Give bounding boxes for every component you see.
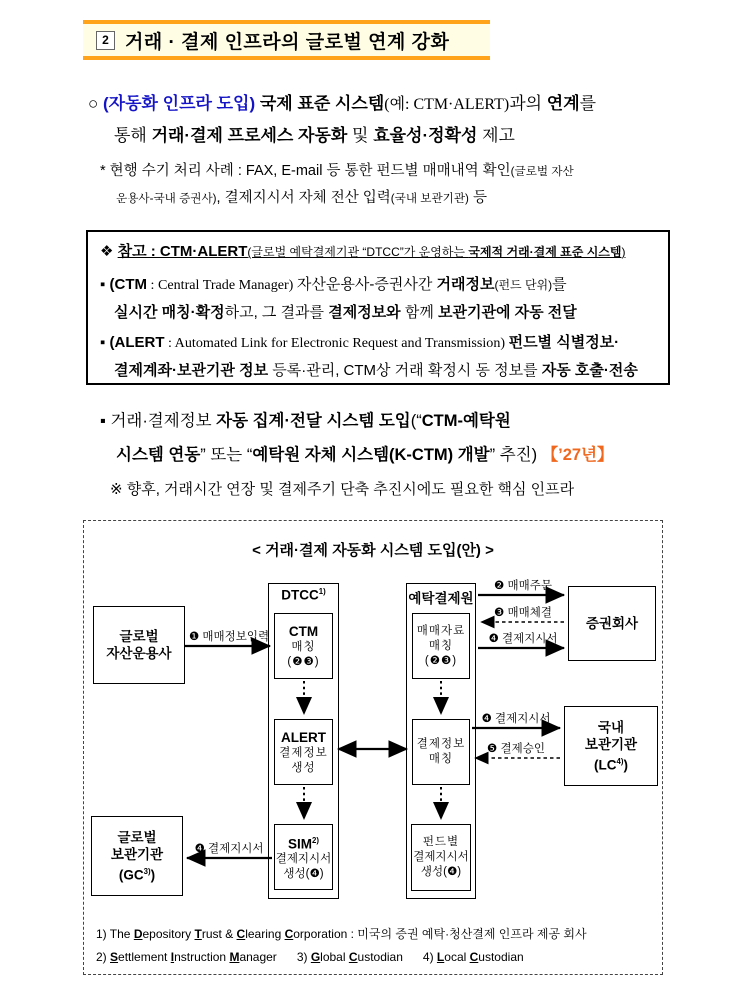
- reference-line: ▪ (CTM : Central Trade Manager) 자산운용사-증권사간 거래정보(펀드 단위)를: [100, 276, 567, 293]
- node-settlement-info-matching: [412, 719, 470, 785]
- reference-line: 실시간 매칭·확정하고, 그 결과를 결제정보와 함께 보관기관에 자동 전달: [114, 304, 577, 321]
- node-securities-company: [568, 586, 656, 661]
- diagram-footnote-2: 2) Settlement Instruction Manager 3) Global Custodian 4) Local Custodian: [96, 950, 524, 964]
- node-line: 생성: [291, 761, 316, 774]
- paragraph-line: ○ (자동화 인프라 도입) 국제 표준 시스템(예: CTM·ALERT)과의 연계를: [88, 94, 597, 113]
- node-line: 생성(❹): [420, 866, 462, 878]
- arrow-label-settle-appr: ❺ 결제승인: [487, 743, 545, 755]
- arrow-label-settle-inst1: ❹ 결제지시서: [488, 633, 558, 645]
- gc-label: (GC: [118, 867, 144, 883]
- node-global-custodian: [91, 816, 183, 896]
- sim-label: SIM: [288, 836, 313, 852]
- node-title: CTM: [288, 623, 319, 639]
- footnote-line: 운용사-국내 증권사), 결제지시서 자체 전산 입력(국내 보관기관) 등: [116, 190, 487, 206]
- node-line: 글로벌: [117, 829, 157, 845]
- node-local-custodian: [564, 706, 658, 786]
- node-line: 매칭: [291, 640, 316, 653]
- reference-box-title: ❖ 참고 : CTM·ALERT(글로벌 예탁결제기관 “DTCC”가 운영하는 국제적 거래·결제 표준 시스템): [100, 243, 626, 260]
- node-line: 보관기관: [110, 846, 164, 862]
- node-line: 매칭: [428, 753, 454, 765]
- reference-bullet-alert: [100, 329, 656, 384]
- node-line: 매칭: [428, 639, 454, 652]
- arrow-label-settle-inst2: ❹ 결제지시서: [481, 713, 551, 725]
- diagram-footnotes: [96, 923, 658, 969]
- node-line: 펀드별: [422, 836, 460, 848]
- node-line: 결제지시서: [413, 851, 469, 863]
- node-global-asset-manager: [93, 606, 185, 684]
- lc-label-close: ): [623, 757, 628, 773]
- reference-line: ▪ (ALERT : Automated Link for Electronic Request and Transmission) 펀드별 식별정보·: [100, 334, 620, 351]
- node-ctm: [274, 613, 333, 679]
- section-title: 거래 · 결제 인프라의 글로벌 연계 강화: [125, 31, 450, 53]
- paragraph-line: 통해 거래·결제 프로세스 자동화 및 효율성·정확성 제고: [114, 126, 515, 145]
- node-title: 증권회사: [585, 616, 639, 631]
- gc-label-close: ): [150, 867, 156, 883]
- arrow-label-trade-exec: ❸ 매매체결: [494, 607, 552, 619]
- node-line: 매매자료: [416, 624, 466, 637]
- node-line: 자산운용사: [106, 646, 172, 661]
- note-future-infra: ※ 향후, 거래시간 연장 및 결제주기 단축 추진시에도 필요한 핵심 인프라: [110, 481, 575, 498]
- node-trade-data-matching: [412, 613, 470, 679]
- node-line: 결제정보: [279, 746, 328, 759]
- reference-box-ctm-alert: [86, 230, 670, 385]
- node-line: 결제정보: [416, 738, 466, 750]
- group-label-ksd: 예탁결제원: [408, 591, 474, 606]
- dtcc-footnote-ref: 1): [318, 587, 326, 596]
- footnote-manual-process: [100, 158, 700, 212]
- node-alert: [274, 719, 333, 785]
- reference-bullet-ctm: [100, 271, 656, 326]
- paragraph-automation-infra: [88, 88, 698, 151]
- arrow-label-trade-input: ❶ 매매정보입력: [188, 631, 270, 643]
- diagram-automation-system: [83, 520, 663, 975]
- paragraph-auto-system: [100, 404, 710, 472]
- node-title: ALERT: [281, 729, 326, 745]
- diagram-title: < 거래·결제 자동화 시스템 도입(안) >: [252, 542, 494, 559]
- node-line: 글로벌: [119, 629, 159, 644]
- node-line: 보관기관: [584, 736, 638, 752]
- paragraph-line: ▪ 거래·결제정보 자동 집계·전달 시스템 도입(“CTM-예탁원: [100, 412, 511, 430]
- lc-footnote-ref: 4): [616, 756, 624, 766]
- gc-footnote-ref: 3): [143, 866, 151, 876]
- footnote-line: * 현행 수기 처리 사례 : FAX, E-mail 등 통한 펀드별 매매내역 확인(글로벌 자산: [100, 163, 574, 179]
- node-line: (❷❸): [287, 655, 320, 668]
- node-sim: [274, 824, 333, 890]
- arrow-label-trade-order: ❷ 매매주문: [494, 580, 552, 592]
- sim-footnote-ref: 2): [312, 835, 319, 845]
- section-number-badge: 2: [96, 31, 115, 50]
- node-line: 국내: [597, 719, 625, 735]
- lc-label: (LC: [594, 757, 617, 773]
- arrow-label-settle-inst3: ❹ 결제지시서: [194, 843, 264, 855]
- reference-line: 결제계좌·보관기관 정보 등록·관리, CTM상 거래 확정시 동 정보를 자동 호출·전송: [114, 362, 638, 379]
- node-line: [119, 863, 155, 884]
- dtcc-label: DTCC: [281, 587, 319, 603]
- node-fund-settlement-instruction: [411, 824, 471, 891]
- diagram-footnote-1: 1) The Depository Trust & Clearing Corporation : 미국의 증권 예탁·청산결제 인프라 제공 회사: [96, 927, 587, 941]
- paragraph-line: 시스템 연동” 또는 “예탁원 자체 시스템(K-CTM) 개발” 추진) 【’27년】: [116, 446, 614, 464]
- section-header-band: [83, 20, 490, 60]
- node-line: 결제지시서: [275, 853, 332, 866]
- node-line: 생성(❹): [283, 868, 324, 881]
- node-line: (❷❸): [424, 654, 458, 667]
- node-title: [288, 832, 319, 853]
- node-line: [594, 753, 628, 774]
